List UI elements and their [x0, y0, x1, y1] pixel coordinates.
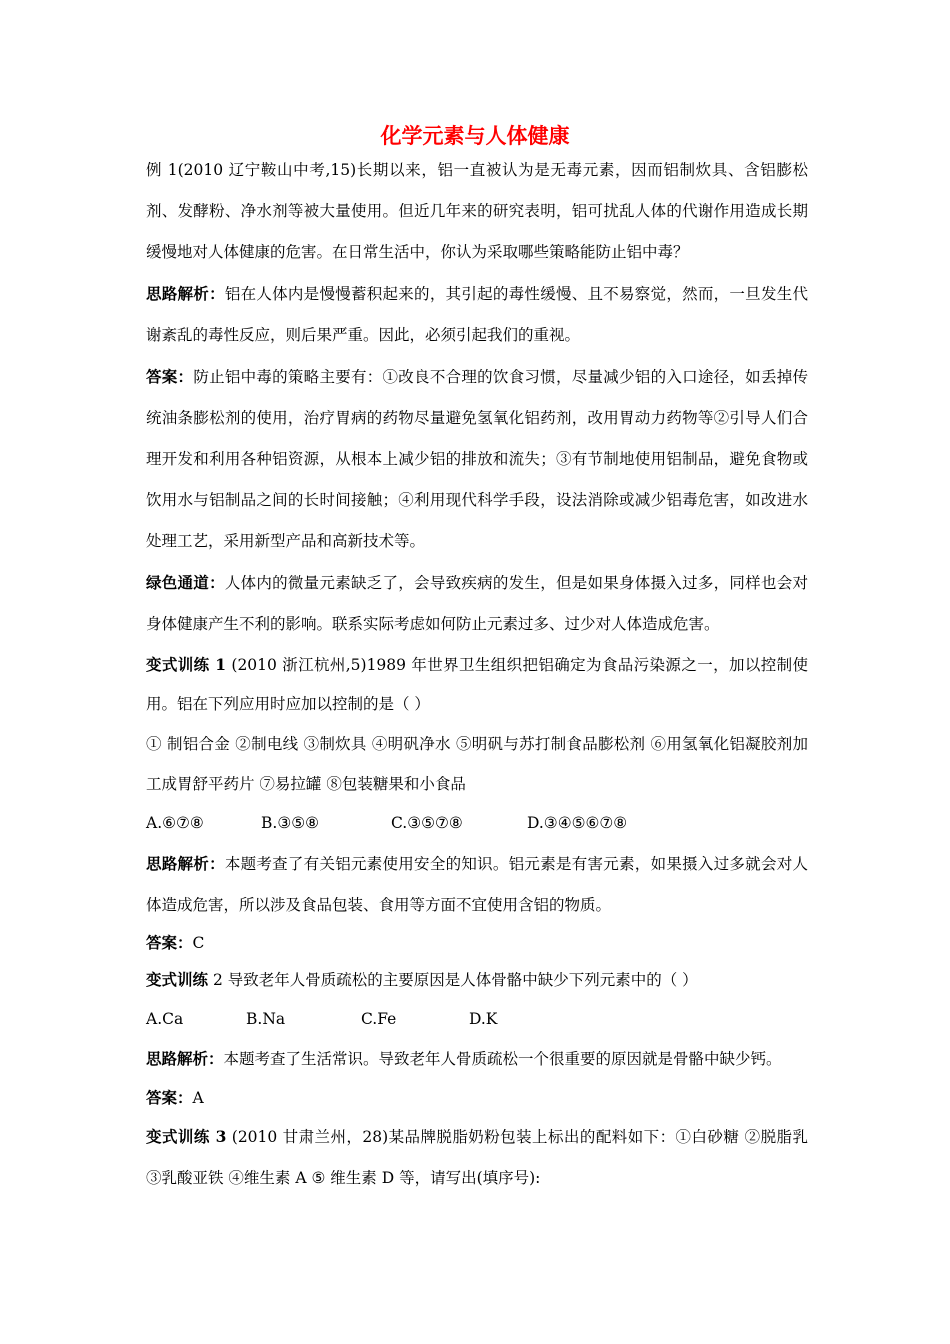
analysis-label: 思路解析：	[146, 1049, 224, 1068]
option-a: A.Ca	[146, 1010, 184, 1028]
exercise1-options	[146, 804, 808, 843]
exercise2-options	[146, 1000, 808, 1038]
document-body	[146, 150, 808, 1199]
exercise1-question	[146, 645, 808, 724]
exercise1-label: 变式训练 1	[146, 655, 227, 674]
exercise2-analysis	[146, 1038, 808, 1080]
analysis-text: 铝在人体内是慢慢蓄积起来的，其引起的毒性缓慢、且不易察觉，然而，一旦发生代谢紊乱的毒性反应，则后果严重。因此，必须引起我们的重视。	[146, 285, 808, 344]
option-d: D.③④⑤⑥⑦⑧	[527, 814, 628, 832]
exercise3-text: (2010 甘肃兰州，28)某品牌脱脂奶粉包装上标出的配料如下：①白砂糖 ②脱脂乳 ③乳酸亚铁 ④维生素 A ⑤ 维生素 D 等，请写出(填序号):	[146, 1128, 808, 1187]
answer-label: 答案：	[146, 933, 193, 952]
option-c: C.③⑤⑦⑧	[391, 814, 463, 832]
option-a: A.⑥⑦⑧	[146, 814, 204, 832]
option-d: D.K	[469, 1010, 498, 1028]
exercise2-text: 2 导致老年人骨质疏松的主要原因是人体骨骼中缺少下列元素中的（ ）	[208, 971, 698, 989]
analysis-label: 思路解析：	[146, 284, 225, 303]
example-label: 例 1	[146, 161, 178, 179]
exercise2-answer	[146, 1080, 808, 1116]
analysis-text: 本题考查了有关铝元素使用安全的知识。铝元素是有害元素，如果摄入过多就会对人体造成危害，所以涉及食品包装、食用等方面不宜使用含铝的物质。	[146, 855, 808, 914]
option-b: B.③⑤⑧	[261, 814, 320, 832]
answer-label: 答案：	[146, 1088, 193, 1107]
analysis-label: 思路解析：	[146, 854, 225, 873]
green-text: 人体内的微量元素缺乏了，会导致疾病的发生，但是如果身体摄入过多，同样也会对身体健康产生不利的影响。联系实际考虑如何防止元素过多、过少对人体造成危害。	[146, 574, 808, 633]
exercise1-answer	[146, 926, 808, 960]
analysis-text: 本题考查了生活常识。导致老年人骨质疏松一个很重要的原因就是骨骼中缺少钙。	[223, 1050, 782, 1068]
green-channel	[146, 562, 808, 645]
option-b: B.Na	[246, 1010, 286, 1028]
answer-text: 防止铝中毒的策略主要有：①改良不合理的饮食习惯，尽量减少铝的入口途径，如丢掉传统油条膨松剂的使用，治疗胃病的药物尽量避免氢氧化铝药剂，改用胃动力药物等②引导人们合理开发和利用各种铝资源，从根本上减少铝的排放和流失；③有节制地使用铝制品，避免食物或饮用水与铝制品之间的长时间接触；④利用现代科学手段，设法消除或减少铝毒危害，如改进水处理工艺，采用新型产品和高新技术等。	[146, 368, 808, 550]
green-label: 绿色通道：	[146, 573, 225, 592]
option-c: C.Fe	[361, 1010, 397, 1028]
exercise1-items-text: ① 制铝合金 ②制电线 ③制炊具 ④明矾净水 ⑤明矾与苏打制食品膨松剂 ⑥用氢氧化铝凝胶剂加工成胃舒平药片 ⑦易拉罐 ⑧包装糖果和小食品	[146, 735, 808, 793]
answer-text: A	[192, 1089, 204, 1107]
example-analysis	[146, 273, 808, 356]
document-title: 化学元素与人体健康	[380, 123, 570, 148]
exercise1-text: (2010 浙江杭州,5)1989 年世界卫生组织把铝确定为食品污染源之一，加以控制使用。铝在下列应用时应加以控制的是（ ）	[146, 656, 808, 713]
exercise1-items	[146, 724, 808, 804]
exercise3-label: 变式训练 3	[146, 1127, 227, 1146]
answer-label: 答案：	[146, 367, 194, 386]
exercise1-analysis	[146, 843, 808, 926]
example-question	[146, 150, 808, 273]
exercise2-question	[146, 960, 808, 1000]
example-answer	[146, 356, 808, 562]
answer-text: C	[192, 934, 205, 952]
exercise3-question	[146, 1116, 808, 1199]
exercise2-label: 变式训练	[146, 970, 209, 989]
example-text: (2010 辽宁鞍山中考,15)长期以来，铝一直被认为是无毒元素，因而铝制炊具、含铝膨松剂、发酵粉、净水剂等被大量使用。但近几年来的研究表明，铝可扰乱人体的代谢作用造成长期缓慢地对人体健康的危害。在日常生活中，你认为采取哪些策略能防止铝中毒？	[146, 161, 809, 261]
